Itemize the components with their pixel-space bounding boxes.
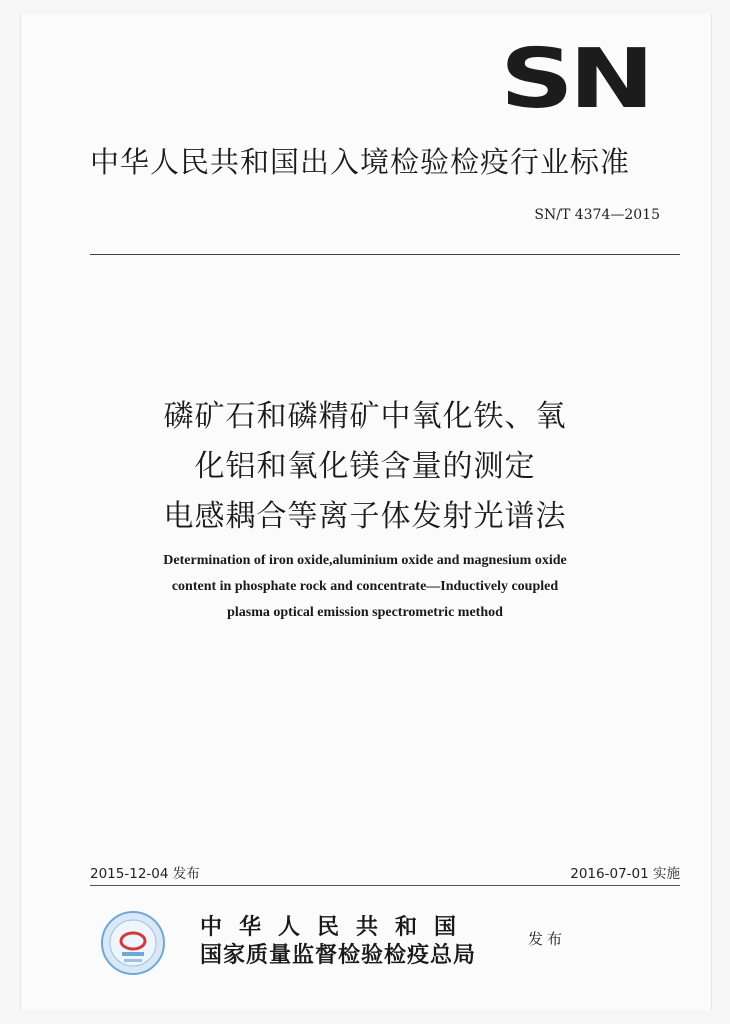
- chinese-title-line: 电感耦合等离子体发射光谱法: [163, 499, 567, 534]
- standard-number: SN/T 4374—2015: [534, 207, 660, 223]
- english-title-line: plasma optical emission spectrometric method: [227, 605, 503, 620]
- chinese-title-line: 化铝和氧化镁含量的测定: [194, 449, 536, 484]
- sn-logo: SN: [500, 32, 650, 127]
- issue-date: 2015-12-04 发布: [90, 866, 200, 882]
- publisher-country: 中华人民共和国: [200, 914, 474, 940]
- chinese-title-line: 磷矿石和磷精矿中氧化铁、氧: [163, 399, 567, 434]
- issue-label: 发布: [528, 930, 567, 948]
- chinese-title: [0, 392, 730, 542]
- footer-divider: [90, 885, 680, 886]
- english-title: [0, 548, 730, 626]
- publisher-seal-icon: [100, 910, 166, 976]
- header-divider: [90, 254, 680, 255]
- english-title-line: content in phosphate rock and concentrate—Inductively coupled: [171, 579, 559, 594]
- publisher-agency: 国家质量监督检验检疫总局: [200, 942, 477, 968]
- industry-standard-title: 中华人民共和国出入境检验检疫行业标准: [90, 145, 631, 179]
- implementation-date: 2016-07-01 实施: [570, 866, 680, 882]
- english-title-line: Determination of iron oxide,aluminium oxide and magnesium oxide: [163, 553, 567, 568]
